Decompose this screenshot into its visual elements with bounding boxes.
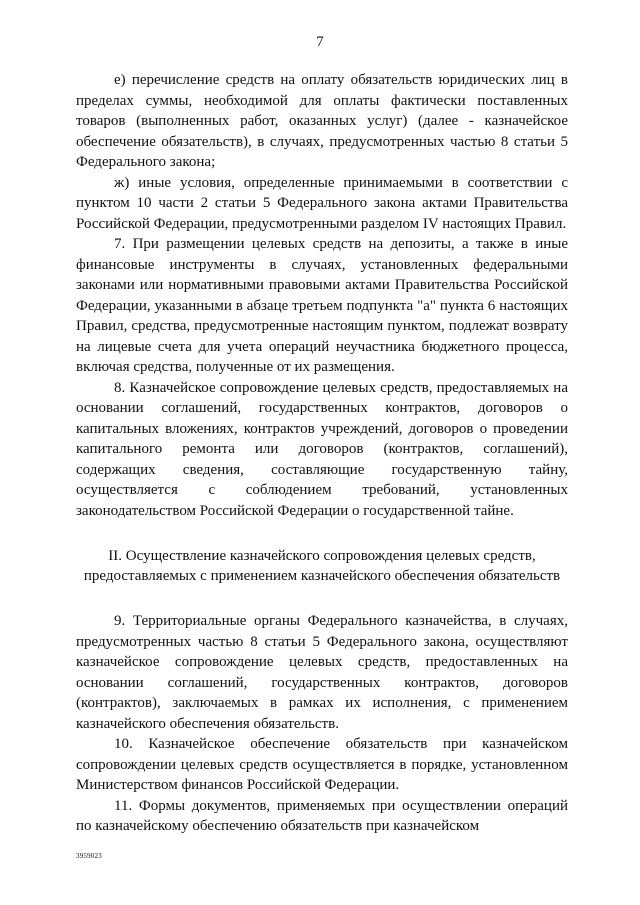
document-body <box>76 70 568 837</box>
paragraph-11: 11. Формы документов, применяемых при осуществлении операций по казначейскому обеспечению обязательств при казначейском <box>76 797 568 834</box>
paragraph-zh: ж) иные условия, определенные принимаемыми в соответствии с пунктом 10 части 2 статьи 5 Федерального закона актами Правительства Российской Федерации, предусмотренными разделом IV настоящих Правил. <box>76 174 568 232</box>
page-number: 7 <box>316 34 324 50</box>
paragraph-e: е) перечисление средств на оплату обязательств юридических лиц в пределах суммы, необходимой для оплаты фактически поставленных товаров (выполненных работ, оказанных услуг) (далее - казначейское обеспечение обязательств), в случаях, предусмотренных частью 8 статьи 5 Федерального закона; <box>76 72 568 170</box>
section-heading <box>76 546 568 586</box>
paragraph-7: 7. При размещении целевых средств на депозиты, а также в иные финансовые инструменты в случаях, установленных федеральными законами или нормативными правовыми актами Правительства Российской Федерации, указанными в абзаце третьем подпункта "а" пункта 6 настоящих Правил, средства, предусмотренные настоящим пунктом, подлежат возврату на лицевые счета для учета операций неучастника бюджетного процесса, включая средства, полученные от их размещения. <box>76 236 568 375</box>
section-heading-line-1: II. Осуществление казначейского сопровождения целевых средств, <box>108 548 536 564</box>
document-code: 3959023 <box>76 852 102 860</box>
paragraph-10: 10. Казначейское обеспечение обязательств при казначейском сопровождении целевых средств осуществляется в порядке, установленном Министерством финансов Российской Федерации. <box>76 736 568 793</box>
paragraph-9: 9. Территориальные органы Федерального казначейства, в случаях, предусмотренных частью 8 статьи 5 Федерального закона, осуществляют казначейское сопровождение целевых средств, предоставленных на основании соглашений, государственных контрактов, договоров (контрактов), заключаемых в рамках их исполнения, с применением казначейского обеспечения обязательств. <box>76 613 568 732</box>
paragraph-8: 8. Казначейское сопровождение целевых средств, предоставляемых на основании соглашений, государственных контрактов, договоров о капитальных вложениях, контрактов учреждений, договоров о проведении капитального ремонта или договоров (контрактов, соглашений), содержащих сведения, составляющие государственную тайну, осуществляется с соблюдением требований, установленных законодательством Российской Федерации о государственной тайне. <box>76 379 568 519</box>
section-heading-line-2: предоставляемых с применением казначейского обеспечения обязательств <box>83 568 561 584</box>
